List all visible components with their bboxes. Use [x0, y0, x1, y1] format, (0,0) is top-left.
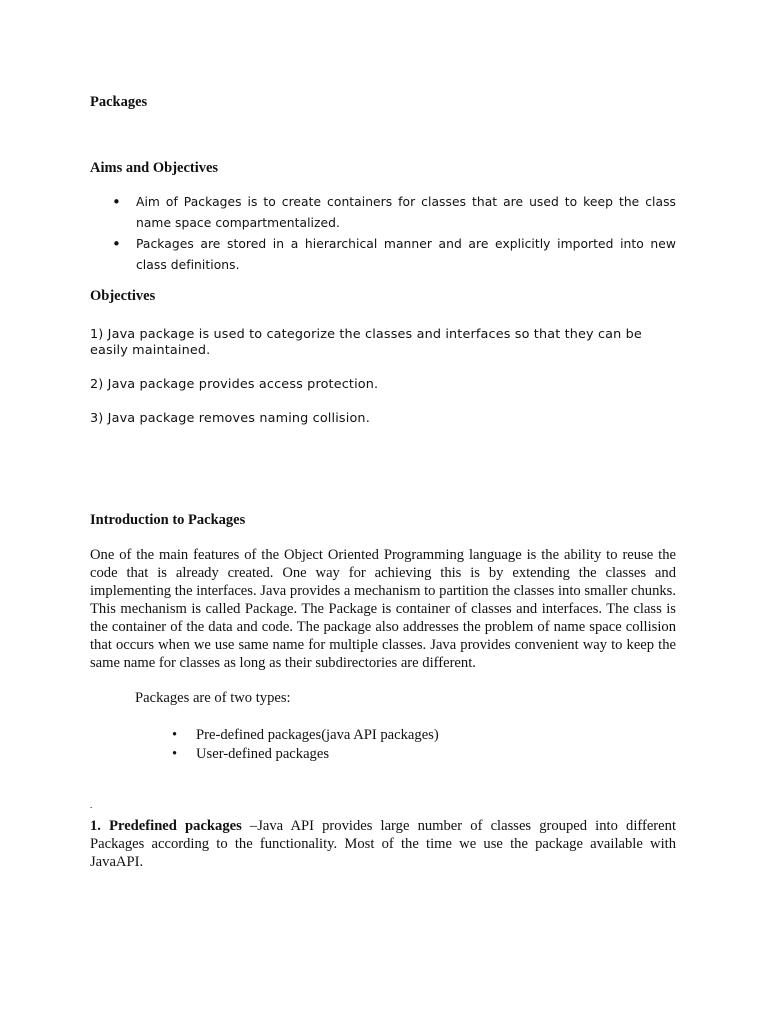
predefined-paragraph	[90, 817, 676, 871]
predefined-heading: 1. Predefined packages	[90, 818, 242, 834]
predefined-text: –Java API provides large number of classes grouped into different Packages according to the functionality. Most of the time we use the package available with JavaAPI.	[90, 818, 676, 870]
aims-list	[110, 192, 676, 276]
aims-heading: Aims and Objectives	[90, 160, 219, 176]
objective-item: 3) Java package removes naming collision.	[90, 411, 370, 426]
types-label: Packages are of two types:	[135, 690, 291, 706]
objective-item: 2) Java package provides access protection.	[90, 377, 379, 392]
intro-heading: Introduction to Packages	[90, 512, 246, 528]
type-item: • Pre-defined packages(java API packages)	[170, 726, 439, 745]
types-list	[170, 726, 439, 764]
intro-paragraph: One of the main features of the Object Oriented Programming language is the ability to reuse the code that is already created. One way for achieving this is by extending the classes and implementing the interfaces. Java provides a mechanism to partition the classes into smaller chunks. This mechanism is called Package. The Package is container of classes and interfaces. The class is the container of the data and code. The package also addresses the problem of name space collision that occurs when we use same name for multiple classes. Java provides convenient way to keep the same name for classes as long as their subdirectories are different.	[90, 547, 676, 671]
stray-dot: .	[90, 800, 93, 810]
aims-bullet: • Aim of Packages is to create containers for classes that are used to keep the class name space compartmentalized.	[110, 192, 676, 234]
aims-bullet: • Packages are stored in a hierarchical manner and are explicitly imported into new class definitions.	[110, 234, 676, 276]
objectives-heading: Objectives	[90, 288, 156, 304]
objective-item: 1) Java package is used to categorize the classes and interfaces so that they can be easily maintained.	[90, 327, 642, 358]
page-title: Packages	[90, 94, 148, 110]
type-item: • User-defined packages	[170, 745, 439, 764]
